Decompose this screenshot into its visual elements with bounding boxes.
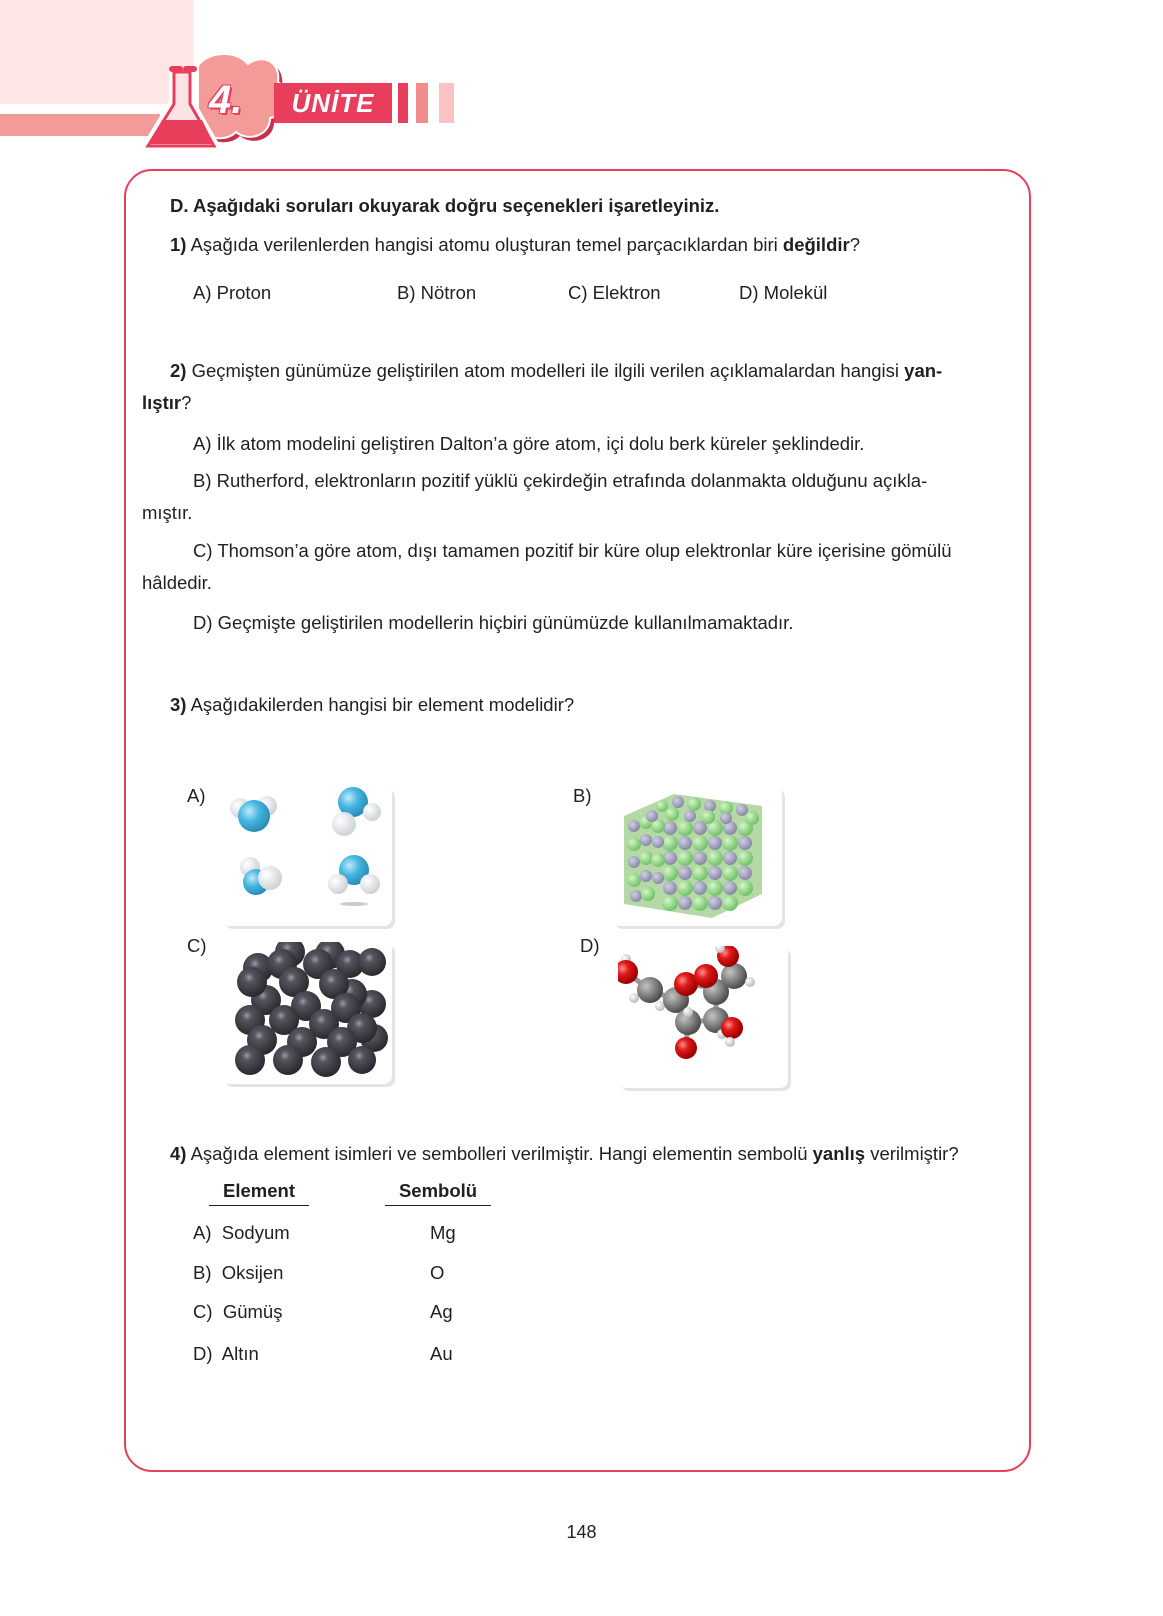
- q3-option-d-image[interactable]: [618, 946, 788, 1088]
- q1-option-a[interactable]: A) Proton: [193, 282, 272, 303]
- question-emphasis: değildir: [782, 234, 850, 255]
- question-number: 4): [170, 1143, 187, 1164]
- table-header-symbol: Sembolü: [385, 1180, 491, 1206]
- question-text-end: ?: [849, 234, 861, 255]
- q2-option-b-cont[interactable]: mıştır.: [142, 502, 193, 523]
- row-letter: D): [193, 1343, 213, 1364]
- q4-row-d[interactable]: [193, 1343, 259, 1365]
- row-letter: C): [193, 1301, 213, 1322]
- table-header-element: Element: [209, 1180, 309, 1206]
- single-element-atoms-icon: [222, 942, 392, 1084]
- question-number: 3): [170, 694, 187, 715]
- question-text-end: verilmiştir?: [865, 1143, 959, 1164]
- question-2-line-2: [142, 392, 191, 414]
- water-molecules-icon: [222, 786, 392, 926]
- organic-molecule-icon: [618, 946, 788, 1088]
- ionic-crystal-lattice-icon: [612, 786, 782, 926]
- row-letter: B): [193, 1262, 212, 1283]
- q3-option-d-label[interactable]: D): [580, 935, 600, 956]
- q2-option-b[interactable]: B) Rutherford, elektronların pozitif yüklü çekirdeğin etrafında dolanmakta olduğunu açıkla-: [193, 470, 928, 491]
- q3-option-c-label[interactable]: C): [187, 935, 207, 956]
- element-name: Altın: [221, 1343, 259, 1364]
- question-text: Aşağıdakilerden hangisi bir element modelidir?: [190, 694, 575, 715]
- q1-option-c[interactable]: C) Elektron: [568, 282, 661, 303]
- q1-option-b[interactable]: B) Nötron: [397, 282, 477, 303]
- q3-option-a-label[interactable]: A): [187, 785, 206, 806]
- question-emphasis: yan-: [904, 360, 943, 381]
- q4-row-c[interactable]: [193, 1301, 282, 1323]
- q3-option-a-image[interactable]: [222, 786, 392, 926]
- section-title: D. Aşağıdaki soruları okuyarak doğru seçenekleri işaretleyiniz.: [170, 195, 720, 216]
- q4-row-b[interactable]: [193, 1262, 283, 1284]
- question-emphasis: lıştır: [142, 392, 182, 413]
- question-emphasis: yanlış: [812, 1143, 866, 1164]
- element-name: Sodyum: [221, 1222, 290, 1243]
- q2-option-a[interactable]: A) İlk atom modelini geliştiren Dalton’a göre atom, içi dolu berk küreler şeklindedir.: [193, 433, 865, 454]
- element-name: Gümüş: [222, 1301, 283, 1322]
- symbol-cell: Ag: [430, 1301, 453, 1322]
- header-stripe: [398, 83, 408, 123]
- question-4: [170, 1143, 959, 1165]
- q2-option-c-cont[interactable]: hâldedir.: [142, 572, 212, 593]
- question-text: Aşağıda verilenlerden hangisi atomu oluşturan temel parçacıklardan biri: [190, 234, 783, 255]
- header-stripe: [416, 83, 428, 123]
- header-corner-band: [0, 114, 160, 136]
- question-text: Geçmişten günümüze geliştirilen atom modelleri ile ilgili verilen açıklamalardan hangisi: [191, 360, 905, 381]
- question-3: [170, 694, 574, 716]
- question-text-end: ?: [181, 392, 192, 413]
- q3-option-b-label[interactable]: B): [573, 785, 592, 806]
- q3-option-c-image[interactable]: [222, 942, 392, 1084]
- question-number: 1): [170, 234, 187, 255]
- question-2: [170, 360, 942, 382]
- symbol-cell: O: [430, 1262, 445, 1283]
- q2-option-d[interactable]: D) Geçmişte geliştirilen modellerin hiçbiri günümüzde kullanılmamaktadır.: [193, 612, 794, 633]
- symbol-cell: Au: [430, 1343, 453, 1364]
- q4-row-a[interactable]: [193, 1222, 290, 1244]
- symbol-cell: Mg: [430, 1222, 456, 1243]
- question-text: Aşağıda element isimleri ve sembolleri verilmiştir. Hangi elementin sembolü: [190, 1143, 813, 1164]
- q1-option-d[interactable]: D) Molekül: [739, 282, 828, 303]
- unit-label: ÜNİTE: [274, 83, 392, 123]
- question-1: [170, 234, 860, 256]
- element-name: Oksijen: [221, 1262, 284, 1283]
- page-number: 148: [566, 1522, 597, 1542]
- header-stripe: [439, 83, 454, 123]
- row-letter: A): [193, 1222, 212, 1243]
- question-number: 2): [170, 360, 187, 381]
- q2-option-c[interactable]: C) Thomson’a göre atom, dışı tamamen pozitif bir küre olup elektronlar küre içerisine gömülü: [193, 540, 952, 561]
- unit-number: 4.: [209, 78, 243, 122]
- q3-option-b-image[interactable]: [612, 786, 782, 926]
